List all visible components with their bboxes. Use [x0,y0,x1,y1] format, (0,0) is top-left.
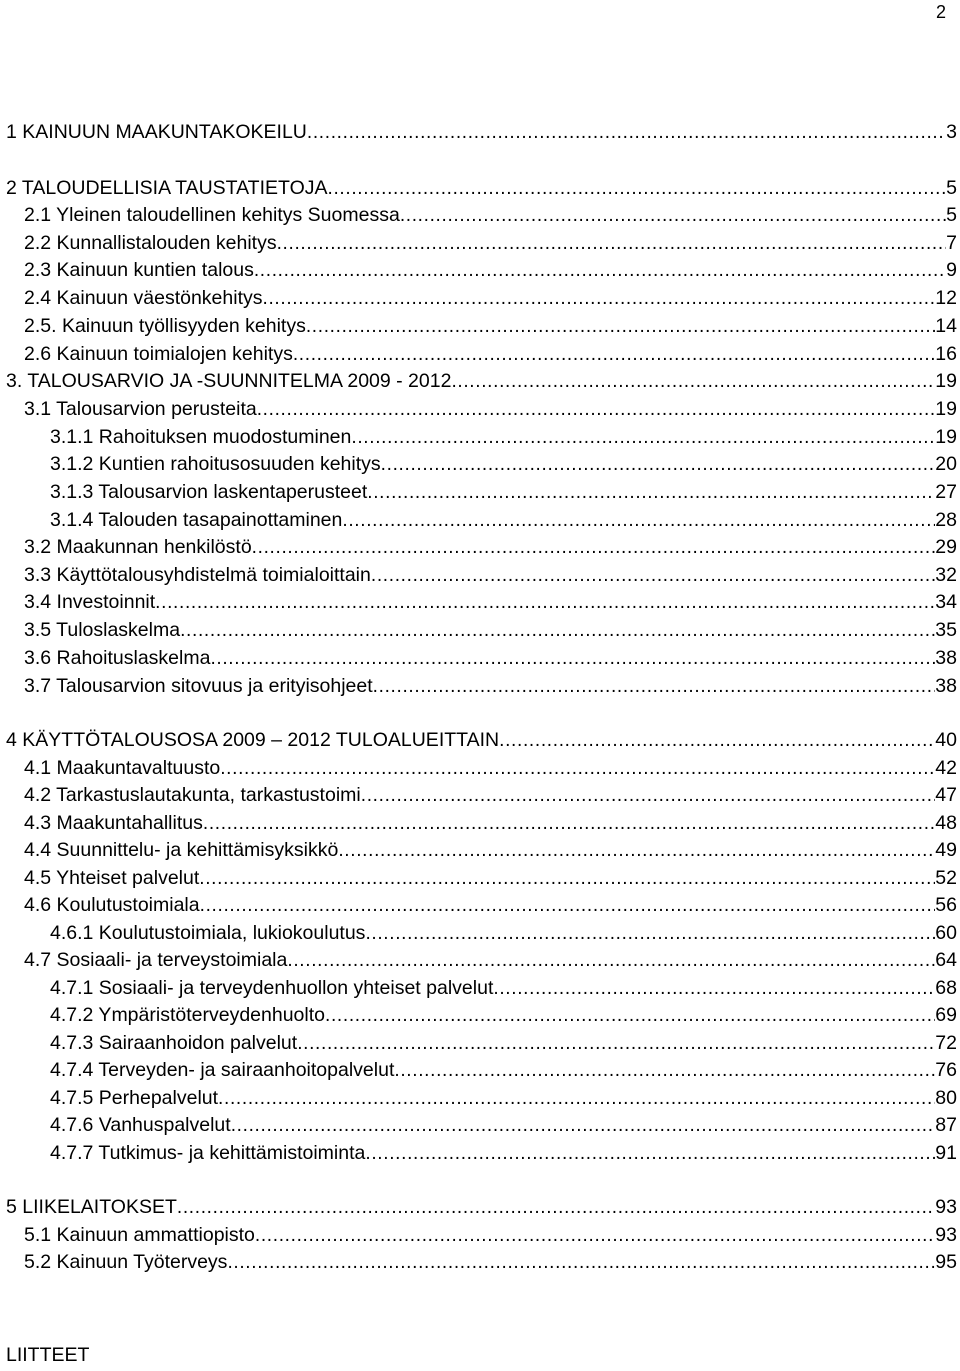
toc-entry[interactable] [24,754,957,782]
toc-entry-label: 3.6 Rahoituslaskelma [24,647,211,669]
toc-entry[interactable] [24,229,957,257]
toc-dot-leader [287,946,935,975]
toc-entry[interactable] [6,1193,957,1221]
toc-entry-label: 2.5. Kainuun työllisyyden kehitys [24,315,306,337]
toc-entry-label: 5.2 Kainuun Työterveys [24,1251,228,1273]
toc-dot-leader [342,506,935,535]
toc-entry-page: 95 [935,1251,957,1273]
toc-dot-leader [180,616,935,645]
toc-entry-label: 4.6 Koulutustoimiala [24,894,200,916]
toc-entry[interactable] [24,256,957,284]
toc-dot-leader [394,1056,935,1085]
toc-entry-page: 5 [946,204,957,226]
toc-dot-leader [257,395,936,424]
toc-entry-page: 49 [935,839,957,861]
toc-dot-leader [307,118,946,147]
toc-dot-leader [400,201,946,230]
toc-dot-leader [218,1084,935,1113]
toc-entry-page: 20 [935,453,957,475]
toc-entry-page: 27 [935,481,957,503]
toc-entry-label: 2.4 Kainuun väestönkehitys [24,287,263,309]
toc-entry-label: 4.7.3 Sairaanhoidon palvelut [50,1032,298,1054]
toc-entry[interactable] [24,946,957,974]
toc-entry-label: 4.7.1 Sosiaali- ja terveydenhuollon yhteiset palvelut [50,977,494,999]
toc-dot-leader [365,1139,935,1168]
toc-entry-page: 19 [935,426,957,448]
toc-dot-leader [227,1248,935,1277]
toc-dot-leader [220,754,935,783]
toc-dot-leader [277,229,947,258]
toc-dot-leader [210,644,935,673]
toc-entry-page: 64 [935,949,957,971]
toc-entry-label: 4.6.1 Koulutustoimiala, lukiokoulutus [50,922,366,944]
toc-entry-page: 93 [935,1224,957,1246]
toc-entry[interactable] [24,836,957,864]
toc-entry-label: 5 LIIKELAITOKSET [6,1196,177,1218]
toc-entry[interactable] [50,1111,957,1139]
toc-dot-leader [231,1111,936,1140]
toc-entry-label: 3.4 Investoinnit [24,591,156,613]
toc-entry[interactable] [24,312,957,340]
toc-entry-page: 48 [935,812,957,834]
toc-entry-page: 34 [935,591,957,613]
toc-dot-leader [493,974,935,1003]
toc-entry[interactable] [24,395,957,423]
toc-entry-page: 72 [935,1032,957,1054]
toc-entry-page: 32 [935,564,957,586]
toc-entry-page: 38 [935,675,957,697]
toc-dot-leader [367,478,935,507]
toc-entry[interactable] [24,616,957,644]
toc-entry[interactable] [50,478,957,506]
toc-dot-leader [263,284,936,313]
toc-entry[interactable] [6,174,957,202]
toc-entry-label: 4.7.7 Tutkimus- ja kehittämistoiminta [50,1142,366,1164]
toc-dot-leader [155,588,935,617]
toc-entry[interactable] [50,974,957,1002]
toc-entry-page: 19 [935,370,957,392]
toc-entry-label: 3.3 Käyttötalousyhdistelmä toimialoittain [24,564,371,586]
toc-dot-leader [338,836,935,865]
toc-entry-label: 3.1.4 Talouden tasapainottaminen [50,509,343,531]
toc-dot-leader [254,256,946,285]
toc-entry-page: 14 [935,315,957,337]
toc-entry-page: 16 [935,343,957,365]
toc-dot-leader [306,312,935,341]
toc-entry-page: 68 [935,977,957,999]
toc-entry[interactable] [24,672,957,700]
toc-entry-page: 93 [935,1196,957,1218]
toc-entry-label: 4.2 Tarkastuslautakunta, tarkastustoimi [24,784,361,806]
toc-entry-page: 52 [935,867,957,889]
toc-entry[interactable] [24,864,957,892]
toc-entry-page: 5 [946,177,957,199]
toc-entry-label: 2.6 Kainuun toimialojen kehitys [24,343,293,365]
toc-entry[interactable] [24,1221,957,1249]
toc-entry[interactable] [24,588,957,616]
toc-entry[interactable] [50,1029,957,1057]
toc-entry-label: 3.1.1 Rahoituksen muodostuminen [50,426,352,448]
toc-entry[interactable] [24,891,957,919]
toc-entry[interactable] [24,340,957,368]
toc-entry-label: 4.5 Yhteiset palvelut [24,867,200,889]
toc-entry[interactable] [50,1056,957,1084]
toc-entry-page: 9 [946,259,957,281]
toc-entry[interactable] [6,367,957,395]
toc-entry-label: 2 TALOUDELLISIA TAUSTATIETOJA [6,177,328,199]
toc-dot-leader [499,726,935,755]
toc-entry-page: 19 [935,398,957,420]
toc-entry-page: 56 [935,894,957,916]
toc-entry-label: 3.1.2 Kuntien rahoitusosuuden kehitys [50,453,381,475]
toc-dot-leader [177,1193,935,1222]
toc-entry[interactable] [50,506,957,534]
appendix-heading: LIITTEET [6,1344,90,1366]
toc-entry-label: 1 KAINUUN MAAKUNTAKOKEILU [6,121,307,143]
toc-entry-label: 3.1.3 Talousarvion laskentaperusteet [50,481,368,503]
toc-dot-leader [373,672,936,701]
toc-entry-label: 4.7.4 Terveyden- ja sairaanhoitopalvelut [50,1059,395,1081]
toc-entry[interactable] [24,533,957,561]
toc-dot-leader [451,367,935,396]
toc-entry[interactable] [24,809,957,837]
toc-entry-label: 4 KÄYTTÖTALOUSOSA 2009 – 2012 TULOALUEITTAIN [6,729,500,751]
toc-dot-leader [199,864,935,893]
toc-dot-leader [328,174,947,203]
toc-entry-page: 28 [935,509,957,531]
toc-entry[interactable] [50,423,957,451]
toc-entry[interactable] [24,644,957,672]
toc-entry[interactable] [24,1248,957,1276]
toc-entry[interactable] [24,284,957,312]
toc-dot-leader [252,533,936,562]
toc-entry-label: 4.7 Sosiaali- ja terveystoimiala [24,949,288,971]
toc-entry-page: 12 [935,287,957,309]
toc-entry-page: 35 [935,619,957,641]
toc-dot-leader [203,809,935,838]
toc-entry-label: 4.1 Maakuntavaltuusto [24,757,221,779]
toc-entry[interactable] [24,561,957,589]
toc-dot-leader [297,1029,935,1058]
toc-dot-leader [361,781,936,810]
toc-entry-label: 4.7.2 Ympäristöterveydenhuolto [50,1004,325,1026]
toc-entry[interactable] [50,450,957,478]
toc-entry-page: 76 [935,1059,957,1081]
toc-entry-label: 2.2 Kunnallistalouden kehitys [24,232,277,254]
toc-entry-label: 2.1 Yleinen taloudellinen kehitys Suomessa [24,204,400,226]
toc-entry[interactable] [24,201,957,229]
toc-dot-leader [351,423,935,452]
toc-entry-label: 3.1 Talousarvion perusteita [24,398,257,420]
page-number: 2 [935,2,946,22]
toc-entry-label: 4.7.6 Vanhuspalvelut [50,1114,231,1136]
toc-entry[interactable] [6,726,957,754]
toc-dot-leader [293,340,935,369]
toc-entry-label: 3.5 Tuloslaskelma [24,619,181,641]
toc-entry-label: 3.7 Talousarvion sitovuus ja erityisohjeet [24,675,373,697]
toc-entry-label: 4.4 Suunnittelu- ja kehittämisyksikkö [24,839,339,861]
toc-entry[interactable] [50,1001,957,1029]
toc-entry-page: 3 [946,121,957,143]
toc-entry-label: 4.3 Maakuntahallitus [24,812,203,834]
toc-dot-leader [255,1221,935,1250]
toc-dot-leader [200,891,936,920]
toc-entry[interactable] [24,781,957,809]
toc-entry-page: 60 [935,922,957,944]
toc-entry-label: 3.2 Maakunnan henkilöstö [24,536,252,558]
toc-dot-leader [365,919,935,948]
toc-entry-label: 4.7.5 Perhepalvelut [50,1087,219,1109]
toc-entry[interactable] [50,1139,957,1167]
toc-entry-page: 91 [935,1142,957,1164]
toc-entry[interactable] [50,919,957,947]
toc-entry[interactable] [6,118,957,146]
toc-entry-page: 38 [935,647,957,669]
toc-entry[interactable] [50,1084,957,1112]
toc-entry-page: 42 [935,757,957,779]
toc-entry-label: 5.1 Kainuun ammattiopisto [24,1224,255,1246]
toc-entry-page: 69 [935,1004,957,1026]
toc-entry-label: 2.3 Kainuun kuntien talous [24,259,254,281]
toc-entry-page: 87 [935,1114,957,1136]
toc-entry-page: 40 [935,729,957,751]
toc-dot-leader [325,1001,935,1030]
toc-dot-leader [371,561,935,590]
toc-entry-label: 3. TALOUSARVIO JA -SUUNNITELMA 2009 - 2012 [6,370,452,392]
toc-dot-leader [381,450,936,479]
toc-entry-page: 7 [946,232,957,254]
toc-entry-page: 29 [935,536,957,558]
toc-entry-page: 80 [935,1087,957,1109]
toc-entry-page: 47 [935,784,957,806]
